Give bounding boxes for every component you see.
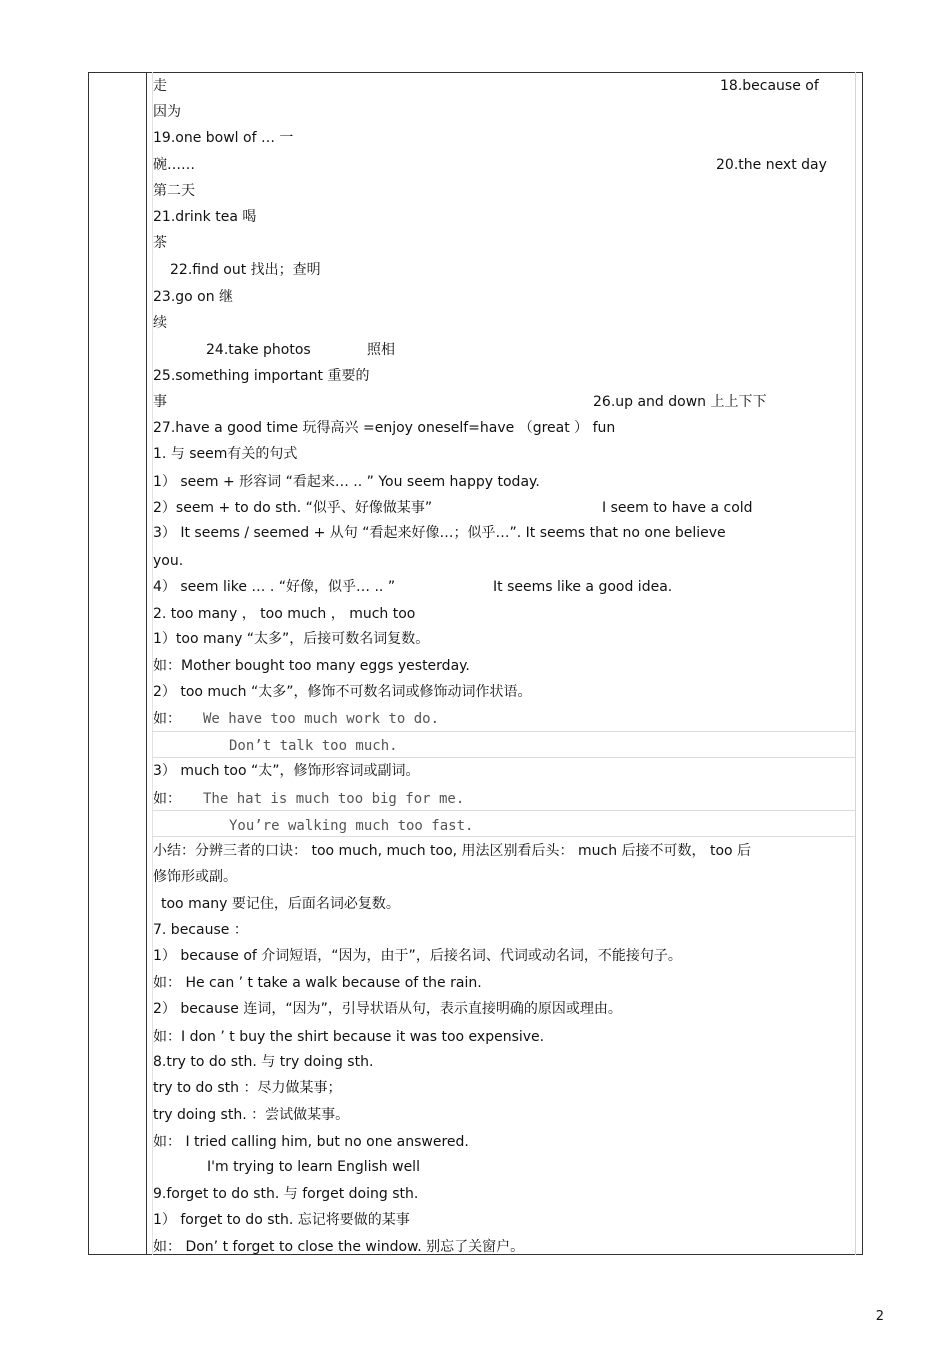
text-line-l20-0: 4） seem like … . “好像，似乎… .. ” <box>153 579 396 595</box>
text-line-l13-1: 26.up and down 上上下下 <box>593 394 767 410</box>
text-line-l13-0: 事 <box>153 394 167 410</box>
text-line-l25-0: 如： <box>153 711 181 727</box>
text-line-l12-0: 25.something important 重要的 <box>153 368 370 384</box>
text-line-l17-0: 2）seem + to do sth. “似乎、好像做某事” <box>153 500 433 516</box>
text-line-l25-1: We have too much work to do. <box>203 711 440 727</box>
text-line-l23-0: 如：Mother bought too many eggs yesterday. <box>153 658 470 674</box>
text-line-l11-0: 24.take photos <box>206 342 311 358</box>
text-line-l43-0: 9.forget to do sth. 与 forget doing sth. <box>153 1186 419 1202</box>
text-line-l07-0: 茶 <box>153 235 167 251</box>
inner-cell-border-right <box>855 72 856 1255</box>
text-line-l39-0: try to do sth ：尽力做某事； <box>153 1080 342 1096</box>
table-column-divider <box>146 72 147 1255</box>
text-line-l40-0: try doing sth. ：尝试做某事。 <box>153 1107 350 1123</box>
text-line-l44-0: 1） forget to do sth. 忘记将要做的某事 <box>153 1212 410 1228</box>
text-line-l14-0: 27.have a good time 玩得高兴 =enjoy oneself=have （great ） fun <box>153 420 616 436</box>
row-divider <box>152 810 855 811</box>
text-line-l01-1: 18.because of <box>720 78 819 94</box>
text-line-l11-1: 照相 <box>367 342 395 358</box>
text-line-l20-1: It seems like a good idea. <box>493 579 673 595</box>
text-line-l16-0: 1） seem + 形容词 “看起来… .. ” You seem happy today. <box>153 474 540 490</box>
text-line-l37-0: 如：I don ’ t buy the shirt because it was too expensive. <box>153 1029 545 1045</box>
text-line-l42-0: I'm trying to learn English well <box>207 1159 420 1175</box>
text-line-l06-0: 21.drink tea 喝 <box>153 209 257 225</box>
text-line-l08-0: 22.find out 找出；查明 <box>170 262 321 278</box>
text-line-l29-0: You’re walking much too fast. <box>229 818 474 834</box>
page-number: 2 <box>875 1309 884 1324</box>
text-line-l45-0: 如： Don’ t forget to close the window. 别忘了关窗户。 <box>153 1239 525 1255</box>
text-line-l03-0: 19.one bowl of … 一 <box>153 130 294 146</box>
row-divider <box>152 731 855 732</box>
text-line-l30-0: 小结：分辨三者的口诀： too much, much too, 用法区别看后头： much 后接不可数， too 后 <box>153 843 752 859</box>
row-divider <box>152 757 855 758</box>
text-line-l09-0: 23.go on 继 <box>153 289 234 305</box>
text-line-l19-0: you. <box>153 553 184 569</box>
text-line-l28-1: The hat is much too big for me. <box>203 791 465 807</box>
text-line-l31-0: 修饰形或副。 <box>153 869 237 885</box>
row-divider <box>152 836 855 837</box>
text-line-l38-0: 8.try to do sth. 与 try doing sth. <box>153 1054 374 1070</box>
text-line-l21-0: 2. too many ， too much ， much too <box>153 606 416 622</box>
text-line-l10-0: 续 <box>153 315 167 331</box>
text-line-l15-0: 1. 与 seem有关的句式 <box>153 446 298 462</box>
text-line-l24-0: 2） too much “太多”，修饰不可数名词或修饰动词作状语。 <box>153 684 532 700</box>
text-line-l05-0: 第二天 <box>153 183 195 199</box>
text-line-l04-1: 20.the next day <box>716 157 827 173</box>
text-line-l04-0: 碗…… <box>153 157 195 173</box>
text-line-l01-0: 走 <box>153 78 167 94</box>
text-line-l32-0: too many 要记住，后面名词必复数。 <box>161 896 400 912</box>
text-line-l27-0: 3） much too “太”，修饰形容词或副词。 <box>153 763 420 779</box>
text-line-l41-0: 如： I tried calling him, but no one answered. <box>153 1134 469 1150</box>
text-line-l36-0: 2） because 连词，“因为”，引导状语从句，表示直接明确的原因或理由。 <box>153 1001 622 1017</box>
text-line-l02-0: 因为 <box>153 104 181 120</box>
text-line-l34-0: 1） because of 介词短语，“因为，由于”，后接名词、代词或动名词，不能接句子。 <box>153 948 682 964</box>
text-line-l35-0: 如： He can ’ t take a walk because of the rain. <box>153 975 482 991</box>
text-line-l28-0: 如： <box>153 791 181 807</box>
text-line-l26-0: Don’t talk too much. <box>229 738 398 754</box>
text-line-l18-0: 3） It seems / seemed + 从句 “看起来好像…；似乎…”. It seems that no one believe <box>153 525 726 541</box>
text-line-l17-1: I seem to have a cold <box>602 500 753 516</box>
text-line-l33-0: 7. because ： <box>153 922 248 938</box>
text-line-l22-0: 1）too many “太多”，后接可数名词复数。 <box>153 631 430 647</box>
